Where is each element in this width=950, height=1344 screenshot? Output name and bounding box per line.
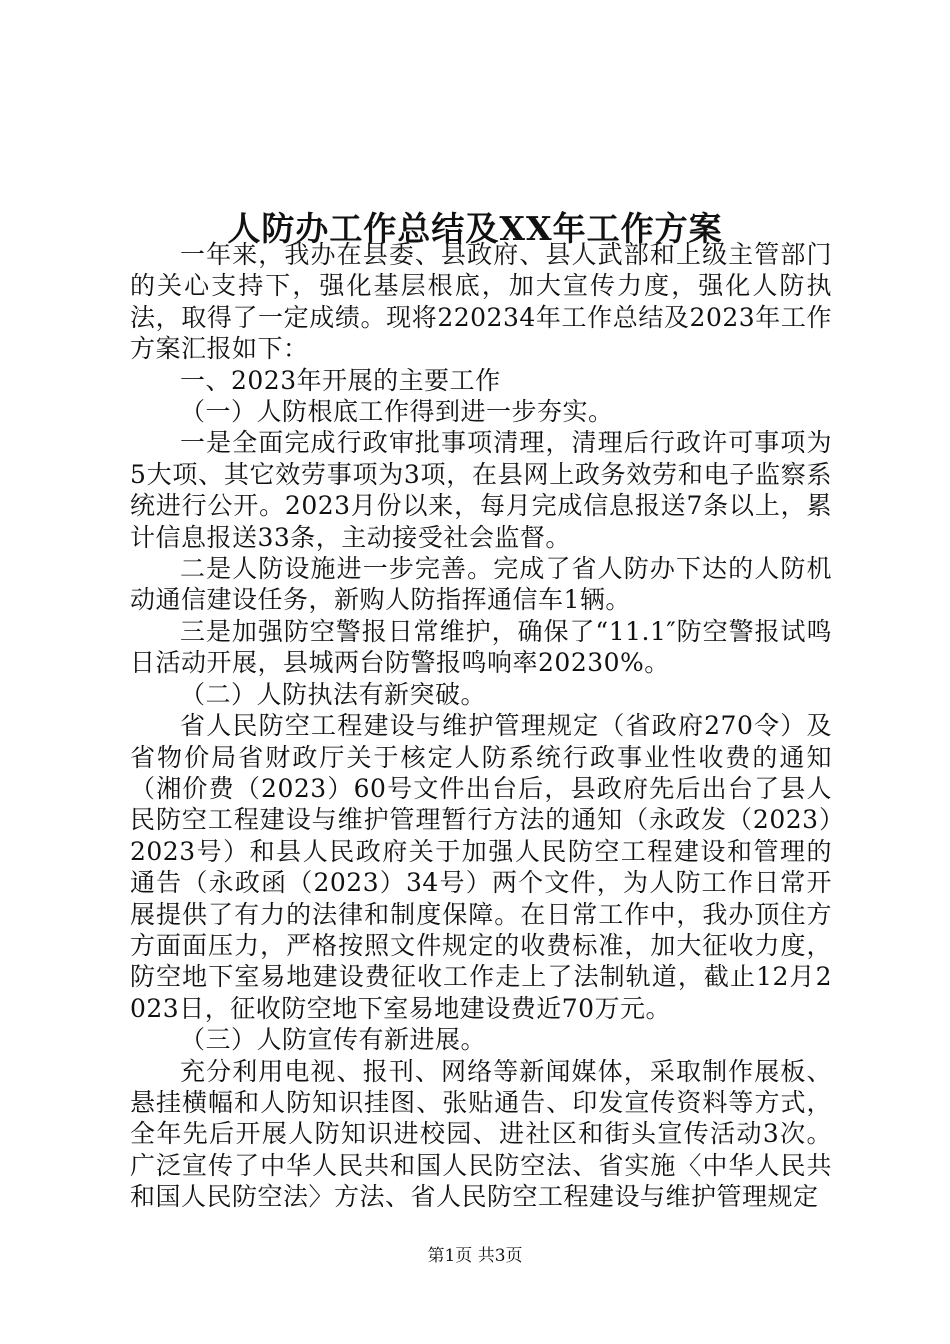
- subsection-heading-basic-work: （一）人防根底工作得到进一步夯实。: [180, 397, 614, 427]
- subsection-heading-publicity: （三）人防宣传有新进展。: [180, 1025, 487, 1055]
- paragraph-item-one: 一是全面完成行政审批事项清理，清理后行政许可事项为5大项、其它效劳事项为3项，在县网上政务效劳和电子监察系统进行公开。2023月份以来，每月完成信息报送7条以上，累计信息报送33条，主动接受社会监督。: [130, 428, 832, 552]
- page-number-footer: 第1页 共3页: [427, 1246, 523, 1266]
- document-title: 人防办工作总结及XX年工作方案: [227, 209, 723, 249]
- paragraph-law-enforcement: 省人民防空工程建设与维护管理规定（省政府270令）及省物价局省财政厅关于核定人防系统行政事业性收费的通知（湘价费（2023）60号文件出台后，县政府先后出台了县人民防空工程建设与维护管理暂行方法的通知（永政发（2023）2023号）和县人民政府关于加强人民防空工程建设和管理的通告（永政函（2023）34号）两个文件，为人防工作日常开展提供了有力的法律和制度保障。在日常工作中，我办顶住方方面面压力，严格按照文件规定的收费标准，加大征收力度，防空地下室易地建设费征收工作走上了法制轨道，截止12月2023日，征收防空地下室易地建设费近70万元。: [130, 711, 832, 1023]
- paragraph-publicity: 充分利用电视、报刊、网络等新闻媒体，采取制作展板、悬挂横幅和人防知识挂图、张贴通告、印发宣传资料等方式，全年先后开展人防知识进校园、进社区和街头宣传活动3次。广泛宣传了中华人民共和国人民防空法、省实施〈中华人民共和国人民防空法〉方法、省人民防空工程建设与维护管理规定: [130, 1056, 832, 1212]
- document-body: [130, 239, 832, 1213]
- subsection-heading-law-enforcement: （二）人防执法有新突破。: [180, 679, 487, 709]
- section-heading-main-work: 一、2023年开展的主要工作: [180, 365, 501, 395]
- paragraph-item-two: 二是人防设施进一步完善。完成了省人防办下达的人防机动通信建设任务，新购人防指挥通信车1辆。: [130, 554, 832, 615]
- paragraph-item-three: 三是加强防空警报日常维护，确保了“11.1″防空警报试鸣日活动开展，县城两台防警报鸣响率20230%。: [130, 616, 832, 678]
- paragraph-intro: 一年来，我办在县委、县政府、县人武部和上级主管部门的关心支持下，强化基层根底，加大宣传力度，强化人防执法，取得了一定成绩。现将220234年工作总结及2023年工作方案汇报如下：: [130, 240, 832, 364]
